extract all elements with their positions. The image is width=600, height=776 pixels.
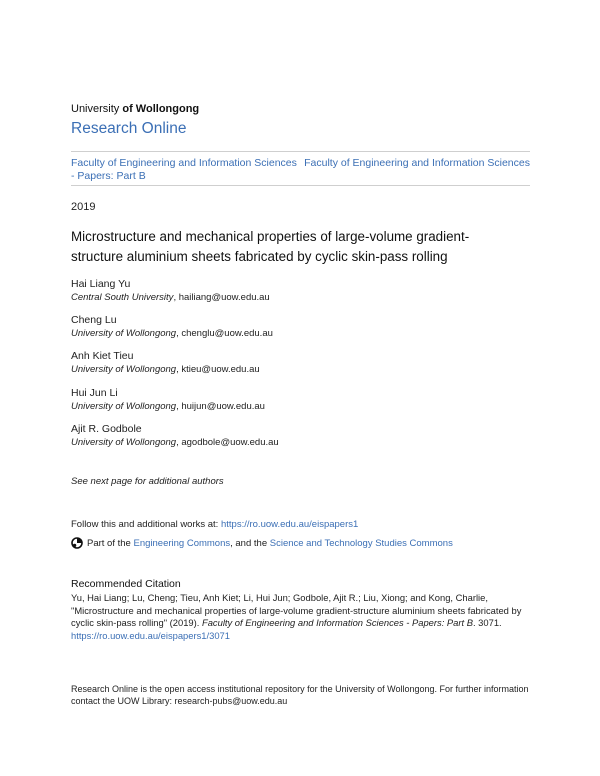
author-name: Anh Kiet Tieu [71,350,134,362]
paper-title: Microstructure and mechanical properties of large-volume gradient-structure aluminium sheets fabricated by cyclic skin-pass rolling [71,229,470,264]
author-affiliation: University of Wollongong, ktieu@uow.edu.au [71,364,260,375]
author-name: Cheng Lu [71,314,117,326]
research-online-link[interactable]: Research Online [71,120,187,137]
top-divider [71,151,530,152]
commons-network-icon [71,537,83,549]
author-email[interactable]: agodbole@uow.edu.au [181,437,279,448]
part-of-line [71,537,453,549]
author-name: Hai Liang Yu [71,278,131,290]
author-name: Hui Jun Li [71,387,118,399]
author-affiliation: University of Wollongong, agodbole@uow.edu.au [71,437,279,448]
part-of-middle: , and the [230,537,268,549]
author-email[interactable]: huijun@uow.edu.au [181,401,265,412]
citation-url-link[interactable]: https://ro.uow.edu.au/eispapers1/3071 [71,630,230,642]
author-block [71,350,471,376]
faculty-link-right[interactable]: Faculty of Engineering and Information Sciences [304,157,530,169]
author-block [71,314,471,340]
engineering-commons-link[interactable]: Engineering Commons [133,537,231,549]
author-affiliation: University of Wollongong, huijun@uow.edu.au [71,401,265,412]
author-email[interactable]: chenglu@uow.edu.au [181,328,273,339]
follow-line [71,519,358,530]
follow-url-link[interactable]: https://ro.uow.edu.au/eispapers1 [220,519,359,530]
publication-year: 2019 [71,201,96,213]
faculty-link-left[interactable]: Faculty of Engineering and Information Sciences - Papers: Part B [71,157,297,182]
bottom-divider [71,185,530,186]
author-institution: Central South University [71,292,174,303]
author-email[interactable]: hailiang@uow.edu.au [178,292,270,303]
author-institution: University of Wollongong [71,401,177,412]
recommended-citation-heading: Recommended Citation [71,578,181,590]
author-block [71,387,471,413]
author-block [71,423,471,449]
citation-main: Yu, Hai Liang; Lu, Cheng; Tieu, Anh Kiet; Li, Hui Jun; Godbole, Ajit R.; Liu, Xiong; and Kong, Charlie, "Microstructure and mechanical properties of large-volume gradient-structure aluminium sheets fabricated by cyclic skin-pass rolling" (2019). [71,592,522,629]
sts-commons-link[interactable]: Science and Technology Studies Commons [269,537,453,549]
author-email[interactable]: ktieu@uow.edu.au [181,364,260,375]
author-institution: University of Wollongong [71,328,177,339]
see-next-page-note: See next page for additional authors [71,476,224,487]
author-institution: University of Wollongong [71,437,177,448]
part-of-prefix: Part of the [87,537,131,549]
citation-journal: Faculty of Engineering and Information Sciences - Papers: Part B [201,617,473,629]
university-prefix: University [71,103,120,115]
author-name: Ajit R. Godbole [71,423,142,435]
author-affiliation: University of Wollongong, chenglu@uow.edu.au [71,328,273,339]
follow-text: Follow this and additional works at: [71,519,221,530]
university-of: of Wollongong [122,103,200,115]
author-block [71,278,471,304]
citation-text [71,592,531,643]
author-institution: University of Wollongong [71,364,177,375]
repository-footer: Research Online is the open access institutional repository for the University of Wollongong. For further information contact the UOW Library: research-pubs@uow.edu.au [71,684,529,706]
author-affiliation: Central South University, hailiang@uow.edu.au [71,292,270,303]
citation-number: . 3071. [472,617,502,629]
university-name [71,103,199,115]
